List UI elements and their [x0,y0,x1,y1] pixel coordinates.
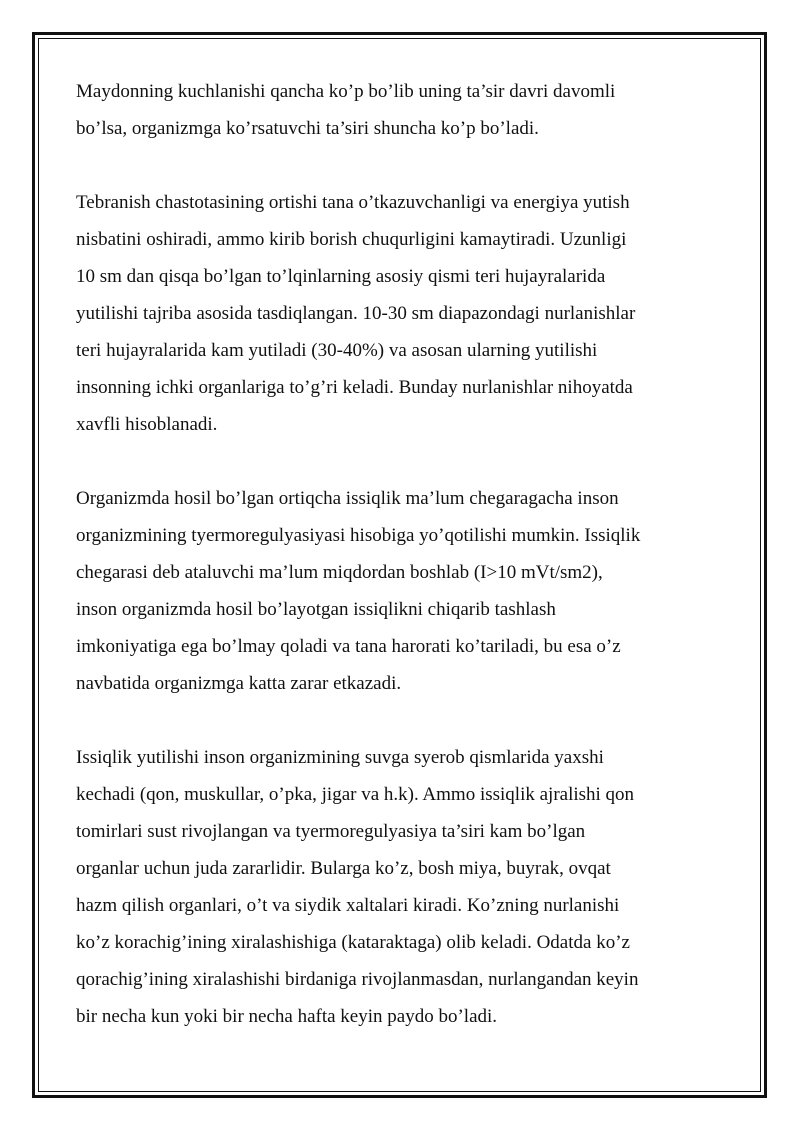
paragraph-1: Maydonning kuchlanishi qancha ko’p bo’lib uning ta’sir davri davomli bo’lsa, organizmga ko’rsatuvchi ta’siri shuncha ko’p bo’ladi. [76,81,616,139]
document-body [76,73,726,1072]
paragraph-4: Issiqlik yutilishi inson organizmining suvga syerob qismlarida yaxshi kechadi (qon, muskullar, o’pka, jigar va h.k). Ammo issiqlik ajralishi qon tomirlari sust rivojlangan va tyermoregulyasiya ta’siri kam bo’lgan organlar uchun juda zararlidir. Bularga ko’z, bosh miya, buyrak, ovqat hazm qilish organlari, o’t va siydik xaltalari kiradi. Ko’zning nurlanishi ko’z korachig’ining xiralashishiga (kataraktaga) olib keladi. Odatda ko’z qorachig’ining xiralashishi birdaniga rivojlanmasdan, nurlangandan keyin bir necha kun yoki bir necha hafta keyin paydo bo’ladi. [76,747,639,1027]
paragraph-3: Organizmda hosil bo’lgan ortiqcha issiqlik ma’lum chegaragacha inson organizmining tyermoregulyasiyasi hisobiga yo’qotilishi mumkin. Issiqlik chegarasi deb ataluvchi ma’lum miqdordan boshlab (I>10 mVt/sm2), inson organizmda hosil bo’layotgan issiqlikni chiqarib tashlash imkoniyatiga ega bo’lmay qoladi va tana harorati ko’tariladi, bu esa o’z navbatida organizmga katta zarar etkazadi. [76,488,641,694]
paragraph-2: Tebranish chastotasining ortishi tana o’tkazuvchanligi va energiya yutish nisbatini oshiradi, ammo kirib borish chuqurligini kamaytiradi. Uzunligi 10 sm dan qisqa bo’lgan to’lqinlarning asosiy qismi teri hujayralarida yutilishi tajriba asosida tasdiqlangan. 10-30 sm diapazondagi nurlanishlar teri hujayralarida kam yutiladi (30-40%) va asosan ularning yutilishi insonning ichki organlariga to’g’ri keladi. Bunday nurlanishlar nihoyatda xavfli hisoblanadi. [76,192,636,435]
